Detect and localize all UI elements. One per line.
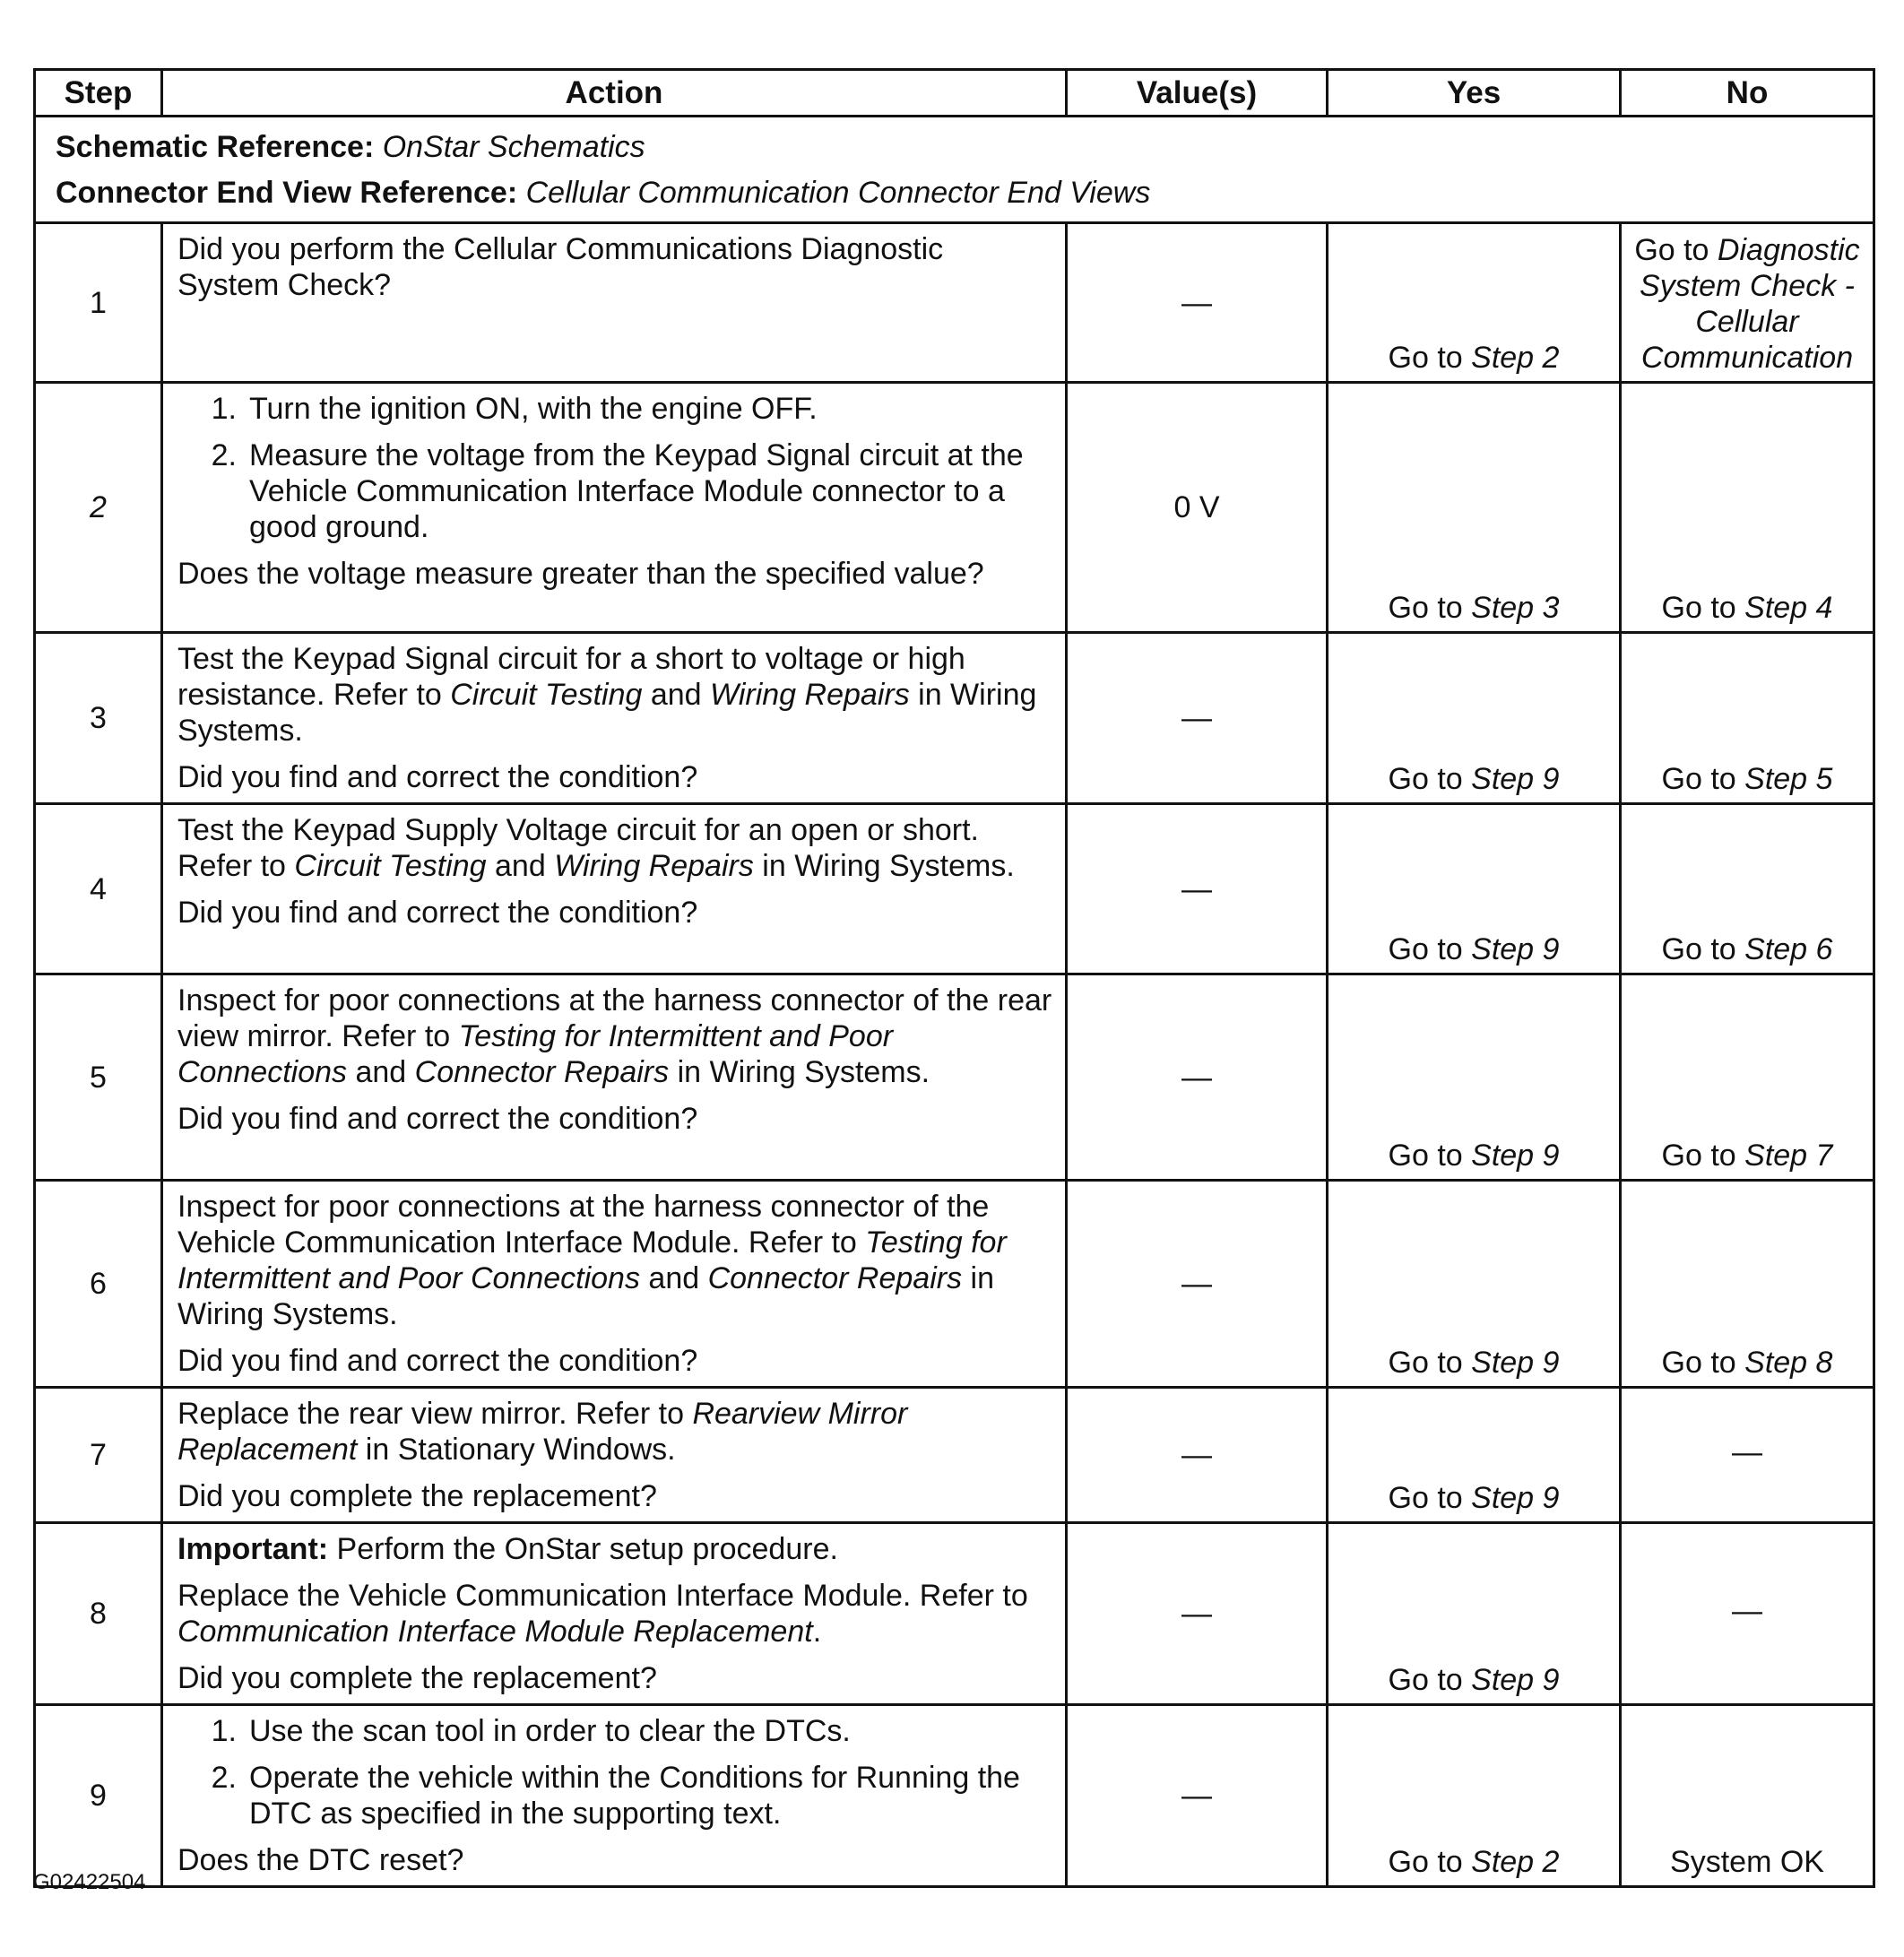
action-text: in Wiring Systems. xyxy=(177,678,1037,748)
action-text: Did you complete the replacement? xyxy=(177,1479,657,1513)
action-text: and xyxy=(642,678,711,712)
yes-cell xyxy=(1328,974,1621,1181)
no-target-link: Step 6 xyxy=(1744,932,1833,966)
action-text: Did you perform the Cellular Communications Diagnostic System Check? xyxy=(177,232,944,302)
reference-link: Wiring Repairs xyxy=(710,678,910,712)
yes-target-link: Step 3 xyxy=(1471,591,1560,625)
connector-reference-link: Cellular Communication Connector End Views xyxy=(525,176,1151,210)
connector-reference-label: Connector End View Reference: xyxy=(56,176,518,210)
reference-link: Testing for Intermittent and Poor Connections xyxy=(177,1019,894,1089)
action-cell xyxy=(162,633,1067,804)
action-text: and xyxy=(639,1261,708,1295)
yes-prefix: Go to xyxy=(1388,591,1472,625)
value-cell: — xyxy=(1067,223,1328,383)
action-paragraph xyxy=(177,895,1052,931)
reference-link: Rearview Mirror Replacement xyxy=(177,1397,908,1467)
yes-prefix: Go to xyxy=(1388,1481,1472,1515)
header-no: No xyxy=(1621,70,1874,117)
no-target-link: Step 8 xyxy=(1744,1346,1833,1380)
action-paragraph xyxy=(177,556,1052,592)
action-text: in Wiring Systems. xyxy=(177,1261,994,1331)
yes-target-link: Step 9 xyxy=(1471,1663,1560,1697)
action-text: Operate the vehicle within the Conditions for Running the DTC as specified in the supporting text. xyxy=(249,1761,1020,1831)
action-paragraph xyxy=(177,983,1052,1090)
step-number: 7 xyxy=(35,1388,162,1523)
step-number: 2 xyxy=(35,383,162,633)
action-text: in Stationary Windows. xyxy=(357,1433,676,1467)
reference-link: Connector Repairs xyxy=(707,1261,963,1295)
action-cell xyxy=(162,1523,1067,1705)
reference-link: Communication Interface Module Replacement xyxy=(177,1615,813,1649)
reference-link: Testing for Intermittent and Poor Connections xyxy=(177,1225,1007,1295)
table-row xyxy=(35,974,1874,1181)
action-paragraph xyxy=(177,1478,1052,1514)
yes-cell xyxy=(1328,223,1621,383)
table-row xyxy=(35,1388,1874,1523)
yes-prefix: Go to xyxy=(1388,1845,1472,1879)
action-text: Did you complete the replacement? xyxy=(177,1661,657,1695)
action-paragraph xyxy=(177,231,1052,303)
yes-prefix: Go to xyxy=(1388,932,1472,966)
diagnostic-table xyxy=(33,68,1875,1888)
connector-reference xyxy=(56,170,1853,216)
action-paragraph xyxy=(177,1842,1052,1878)
no-cell xyxy=(1621,974,1874,1181)
table-row xyxy=(35,804,1874,974)
table-row xyxy=(35,1523,1874,1705)
action-text: Did you find and correct the condition? xyxy=(177,1344,698,1378)
table-row xyxy=(35,383,1874,633)
action-text: Perform the OnStar setup procedure. xyxy=(328,1532,838,1566)
yes-target-link: Step 9 xyxy=(1471,932,1560,966)
action-text: Did you find and correct the condition? xyxy=(177,896,698,930)
yes-cell xyxy=(1328,1388,1621,1523)
no-prefix: Go to xyxy=(1661,1139,1745,1173)
header-values: Value(s) xyxy=(1067,70,1328,117)
action-cell xyxy=(162,1705,1067,1887)
yes-cell xyxy=(1328,1523,1621,1705)
step-number: 5 xyxy=(35,974,162,1181)
no-target-link: Diagnostic System Check - Cellular Communication xyxy=(1640,233,1860,375)
list-number: 2. xyxy=(211,1761,237,1795)
action-paragraph xyxy=(177,1531,1052,1567)
value-cell: — xyxy=(1067,1388,1328,1523)
action-paragraph xyxy=(177,812,1052,884)
action-cell xyxy=(162,383,1067,633)
table-row xyxy=(35,223,1874,383)
action-cell xyxy=(162,974,1067,1181)
no-cell xyxy=(1621,223,1874,383)
value-cell: — xyxy=(1067,974,1328,1181)
step-number: 8 xyxy=(35,1523,162,1705)
action-text: and xyxy=(486,849,555,883)
action-text: Turn the ignition ON, with the engine OFF. xyxy=(249,392,818,426)
action-text: Measure the voltage from the Keypad Signal circuit at the Vehicle Communication Interface Module connector to a good ground. xyxy=(249,438,1024,544)
action-cell xyxy=(162,1181,1067,1388)
action-text: Inspect for poor connections at the harness connector of the rear view mirror. Refer to xyxy=(177,983,1052,1053)
header-yes: Yes xyxy=(1328,70,1621,117)
action-text: in Wiring Systems. xyxy=(669,1055,930,1089)
action-text: Inspect for poor connections at the harness connector of the Vehicle Communication Interface Module. Refer to xyxy=(177,1190,990,1260)
action-list-item xyxy=(177,1713,1052,1749)
yes-prefix: Go to xyxy=(1388,1663,1472,1697)
header-action: Action xyxy=(162,70,1067,117)
no-cell: — xyxy=(1621,1388,1874,1523)
yes-cell xyxy=(1328,633,1621,804)
action-text: Test the Keypad Signal circuit for a short to voltage or high resistance. Refer to xyxy=(177,642,965,712)
yes-target-link: Step 9 xyxy=(1471,1139,1560,1173)
yes-target-link: Step 9 xyxy=(1471,762,1560,796)
no-cell xyxy=(1621,383,1874,633)
figure-id: G02422504 xyxy=(33,1870,146,1894)
action-paragraph xyxy=(177,1660,1052,1696)
value-cell: — xyxy=(1067,804,1328,974)
action-text: Does the voltage measure greater than the specified value? xyxy=(177,557,984,591)
value-cell: — xyxy=(1067,633,1328,804)
schematic-reference-label: Schematic Reference: xyxy=(56,130,375,164)
list-number: 2. xyxy=(211,438,237,472)
reference-row xyxy=(35,117,1874,223)
no-target-link: Step 4 xyxy=(1744,591,1833,625)
yes-cell xyxy=(1328,383,1621,633)
action-text: and xyxy=(347,1055,415,1089)
action-text: in Wiring Systems. xyxy=(753,849,1015,883)
value-cell: — xyxy=(1067,1523,1328,1705)
yes-cell xyxy=(1328,1705,1621,1887)
step-number: 3 xyxy=(35,633,162,804)
action-text: Replace the rear view mirror. Refer to xyxy=(177,1397,693,1431)
reference-link: Wiring Repairs xyxy=(554,849,754,883)
action-text: . xyxy=(812,1615,822,1649)
value-cell: — xyxy=(1067,1705,1328,1887)
action-text: Replace the Vehicle Communication Interface Module. Refer to xyxy=(177,1579,1028,1613)
header-step: Step xyxy=(35,70,162,117)
action-cell xyxy=(162,804,1067,974)
no-cell xyxy=(1621,1181,1874,1388)
important-label: Important: xyxy=(177,1532,329,1566)
yes-prefix: Go to xyxy=(1388,762,1472,796)
action-paragraph xyxy=(177,1189,1052,1332)
step-number: 9 xyxy=(35,1705,162,1887)
no-target-link: Step 7 xyxy=(1744,1139,1833,1173)
step-number: 4 xyxy=(35,804,162,974)
list-text xyxy=(249,1760,1052,1831)
action-text: Did you find and correct the condition? xyxy=(177,760,698,794)
step-number: 1 xyxy=(35,223,162,383)
action-paragraph xyxy=(177,1396,1052,1468)
reference-link: Circuit Testing xyxy=(294,849,487,883)
list-text xyxy=(249,437,1052,545)
schematic-reference xyxy=(56,125,1853,170)
action-paragraph xyxy=(177,1101,1052,1137)
action-list-item xyxy=(177,391,1052,427)
no-cell: — xyxy=(1621,1523,1874,1705)
table-row xyxy=(35,633,1874,804)
action-text: Did you find and correct the condition? xyxy=(177,1102,698,1136)
no-prefix: Go to xyxy=(1661,932,1745,966)
yes-target-link: Step 2 xyxy=(1471,1845,1560,1879)
action-text: Does the DTC reset? xyxy=(177,1843,464,1877)
action-paragraph xyxy=(177,1343,1052,1379)
value-cell: 0 V xyxy=(1067,383,1328,633)
table-row xyxy=(35,1705,1874,1887)
no-prefix: Go to xyxy=(1634,233,1718,267)
yes-cell xyxy=(1328,804,1621,974)
yes-cell xyxy=(1328,1181,1621,1388)
no-target-link: Step 5 xyxy=(1744,762,1833,796)
yes-prefix: Go to xyxy=(1388,1346,1472,1380)
step-number: 6 xyxy=(35,1181,162,1388)
no-prefix: Go to xyxy=(1661,762,1745,796)
action-cell xyxy=(162,1388,1067,1523)
action-text: Test the Keypad Supply Voltage circuit for an open or short. Refer to xyxy=(177,813,979,883)
action-paragraph xyxy=(177,1578,1052,1650)
value-cell: — xyxy=(1067,1181,1328,1388)
action-list-item xyxy=(177,1760,1052,1831)
no-cell xyxy=(1621,633,1874,804)
reference-link: Circuit Testing xyxy=(450,678,643,712)
reference-link: Connector Repairs xyxy=(414,1055,670,1089)
yes-target-link: Step 9 xyxy=(1471,1481,1560,1515)
yes-target-link: Step 9 xyxy=(1471,1346,1560,1380)
action-text: Use the scan tool in order to clear the DTCs. xyxy=(249,1714,851,1748)
reference-cell xyxy=(35,117,1874,223)
action-list-item xyxy=(177,437,1052,545)
list-number: 1. xyxy=(211,1714,237,1748)
header-row xyxy=(35,70,1874,117)
yes-target-link: Step 2 xyxy=(1471,341,1560,375)
no-prefix: Go to xyxy=(1661,591,1745,625)
list-text xyxy=(249,1713,1052,1749)
no-prefix: Go to xyxy=(1661,1346,1745,1380)
action-paragraph xyxy=(177,759,1052,795)
yes-prefix: Go to xyxy=(1388,1139,1472,1173)
no-cell xyxy=(1621,804,1874,974)
action-cell xyxy=(162,223,1067,383)
action-paragraph xyxy=(177,641,1052,749)
list-number: 1. xyxy=(211,392,237,426)
yes-prefix: Go to xyxy=(1388,341,1472,375)
schematic-reference-link: OnStar Schematics xyxy=(382,130,645,164)
list-text xyxy=(249,391,1052,427)
no-cell: System OK xyxy=(1621,1705,1874,1887)
table-row xyxy=(35,1181,1874,1388)
